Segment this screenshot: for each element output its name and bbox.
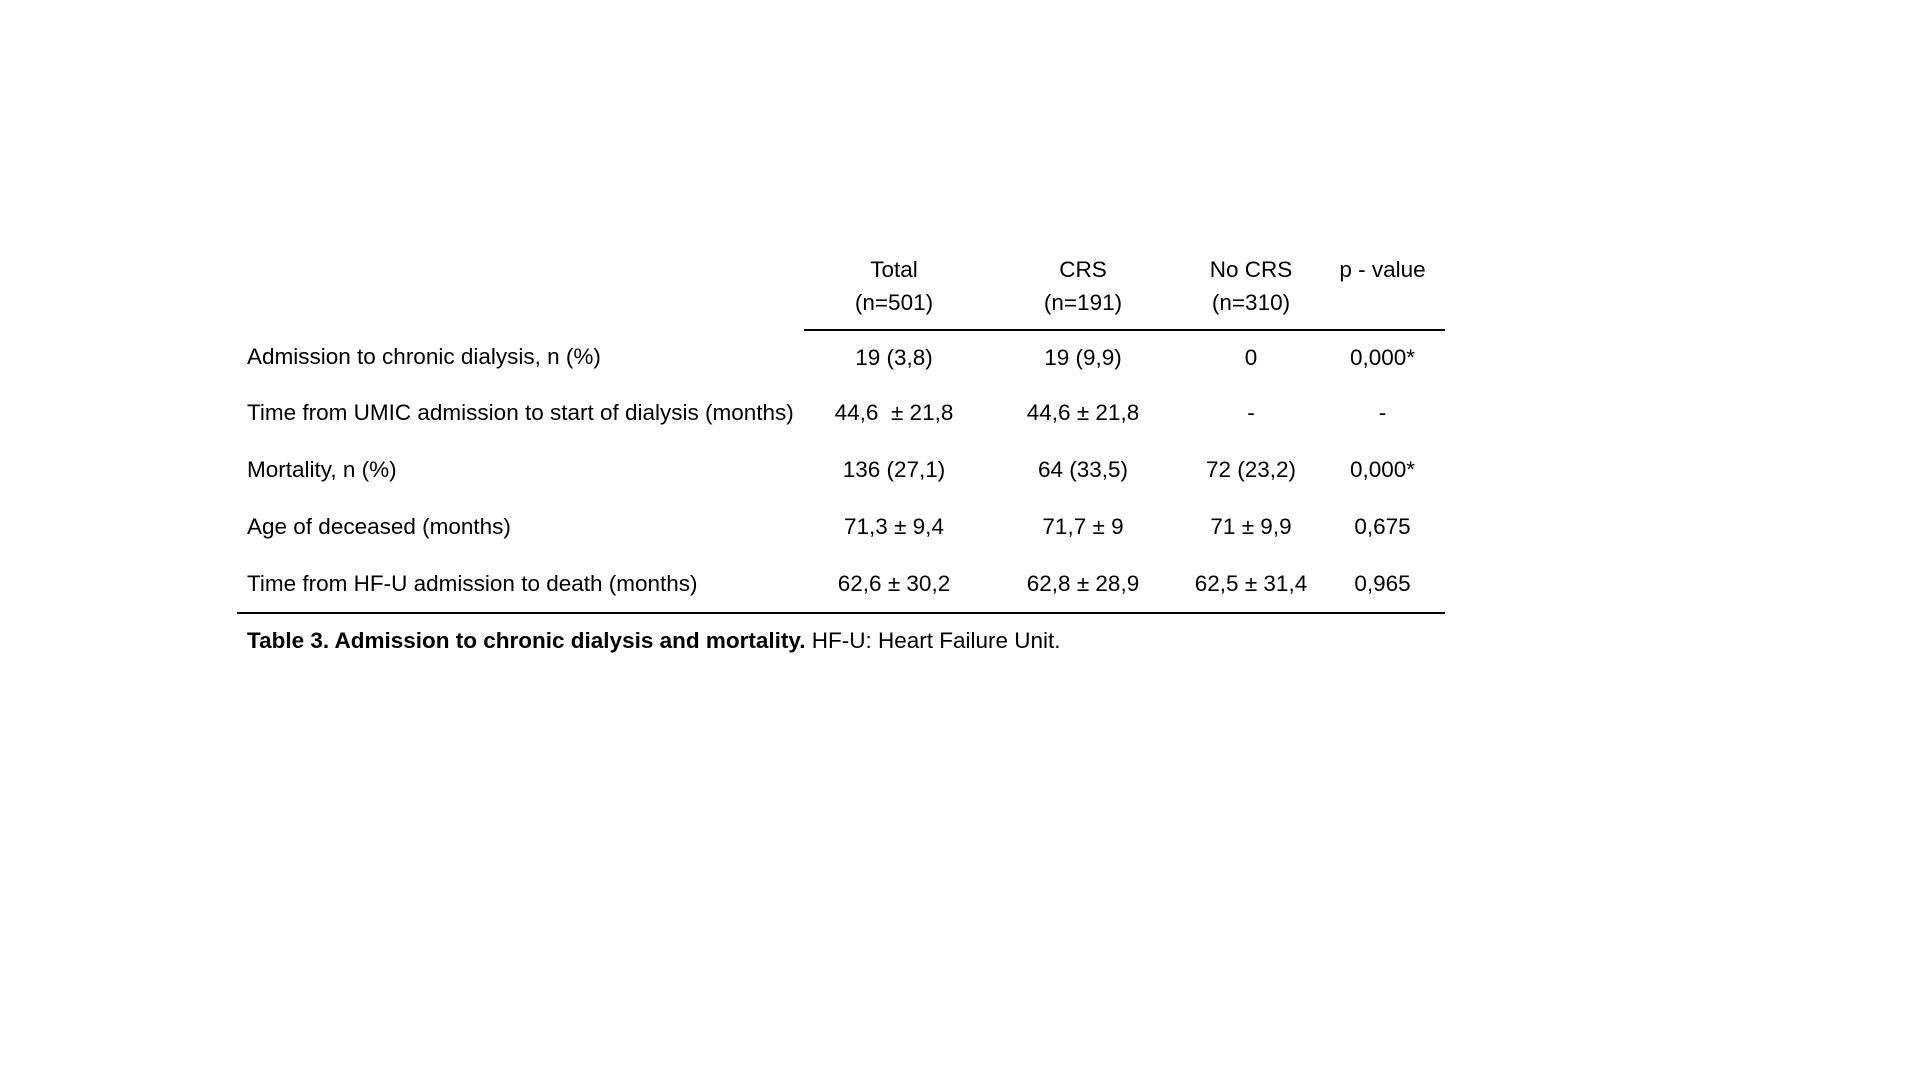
header-subtitle: (n=191) (1043, 290, 1123, 315)
cell-no-crs: 72 (23,2) (1205, 457, 1297, 483)
cell-p-value: 0,965 (1320, 556, 1445, 613)
cell-crs: 19 (9,9) (1044, 344, 1122, 370)
header-title: No CRS (1209, 257, 1293, 282)
table-row (237, 556, 1445, 613)
cell-p-value: 0,000* (1349, 457, 1416, 483)
header-title: CRS (1059, 257, 1107, 282)
cell-no-crs: 62,5 ± 31,4 (1182, 556, 1320, 613)
header-p-value (1320, 253, 1445, 330)
cell-no-crs: 0 (1244, 344, 1258, 370)
table-header-row (237, 253, 1445, 330)
cell-p-value: 0,675 (1354, 514, 1411, 540)
row-label: Age of deceased (months) (247, 514, 511, 540)
cell-total: 62,6 ± 30,2 (804, 556, 984, 613)
cell-total: 19 (3,8) (855, 344, 933, 370)
results-table-block (237, 253, 1445, 614)
table-caption (247, 628, 1061, 654)
caption-title: Table 3. Admission to chronic dialysis and mortality. (247, 628, 806, 653)
header-title: p - value (1339, 257, 1426, 282)
cell-total: 136 (27,1) (842, 457, 946, 483)
cell-crs: 62,8 ± 28,9 (984, 556, 1182, 613)
cell-total: 44,6 ± 21,8 (834, 400, 954, 426)
caption-note: HF-U: Heart Failure Unit. (805, 628, 1061, 653)
header-subtitle: (n=501) (854, 290, 934, 315)
cell-crs: 64 (33,5) (1037, 457, 1129, 483)
header-total (804, 253, 984, 330)
cell-crs: 44,6 ± 21,8 (1026, 400, 1140, 426)
header-crs (984, 253, 1182, 330)
cell-crs: 71,7 ± 9 (1042, 514, 1124, 540)
header-subtitle: (n=310) (1211, 290, 1291, 315)
header-title: Total (870, 257, 918, 282)
header-blank-cell (237, 253, 804, 330)
cell-no-crs: - (1247, 400, 1255, 426)
cell-p-value: - (1378, 400, 1387, 426)
row-label: Admission to chronic dialysis, n (%) (247, 344, 601, 370)
table-row (237, 385, 1445, 442)
row-label: Time from UMIC admission to start of dialysis (months) (247, 400, 794, 426)
row-label: Mortality, n (%) (247, 457, 397, 483)
cell-no-crs: 71 ± 9,9 (1210, 514, 1292, 540)
row-label: Time from HF-U admission to death (months) (237, 556, 804, 613)
table-row (237, 442, 1445, 499)
table-row (237, 499, 1445, 556)
cell-p-value: 0,000* (1349, 344, 1416, 370)
cell-total: 71,3 ± 9,4 (844, 514, 944, 540)
table-row (237, 330, 1445, 385)
header-no-crs (1182, 253, 1320, 330)
results-table (237, 253, 1445, 614)
